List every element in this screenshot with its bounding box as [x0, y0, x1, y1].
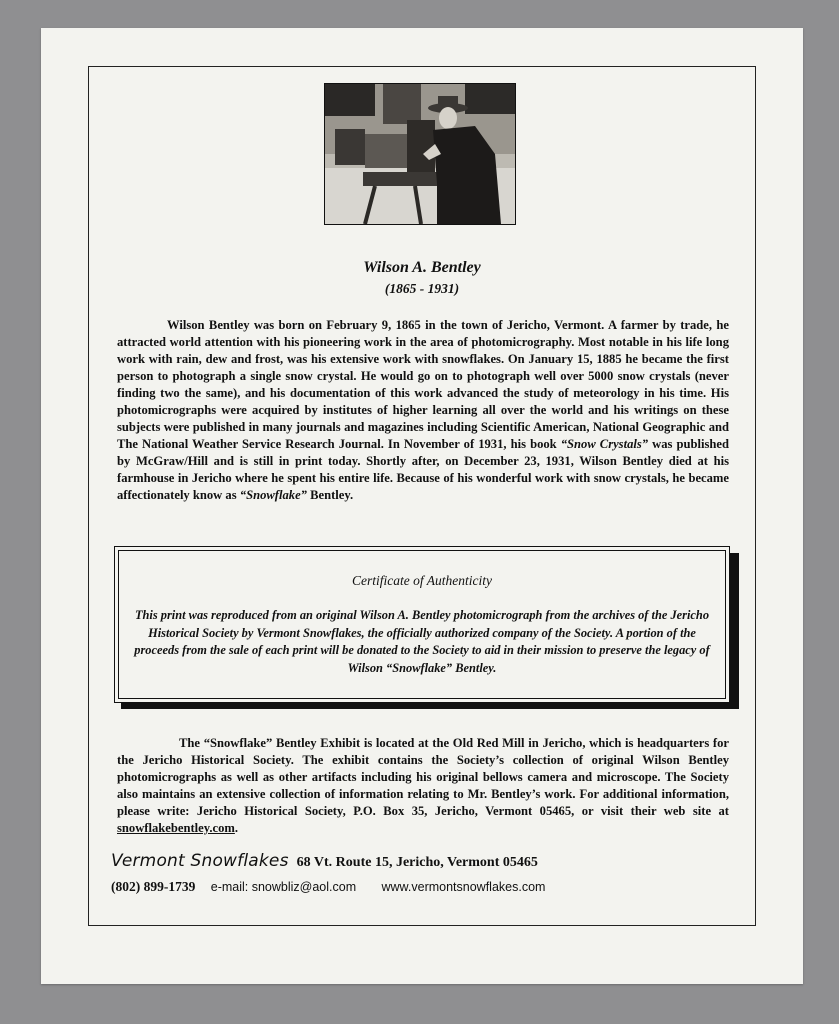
book-title: “Snow Crystals” — [560, 437, 649, 451]
nickname: “Snowflake” — [239, 488, 307, 502]
photograph-image — [325, 84, 515, 224]
footer-address-line — [111, 851, 538, 871]
certificate-box — [114, 546, 730, 703]
footer-address: 68 Vt. Route 15, Jericho, Vermont 05465 — [296, 855, 538, 870]
page-title: Wilson A. Bentley — [363, 259, 481, 276]
biography-text-end: Bentley. — [306, 488, 354, 502]
certificate-text: This print was reproduced from an original Wilson A. Bentley photomicrograph from the archives of the Jericho Historical Society by Vermont Snowflakes, the officially authorized company of the Society. A portion of the proceeds from the sale of each print will be donated to the Society to aid in their mission to preserve the legacy of Wilson “Snowflake” Bentley. — [134, 608, 710, 675]
footer-phone: (802) 899-1739 — [111, 879, 196, 894]
page-border — [88, 66, 756, 926]
footer-contact-line — [111, 879, 545, 895]
biography-paragraph — [117, 317, 729, 504]
biography-text-cont: was published by McGraw/Hill and is still in print today. Shortly after, on December 23, 1931, Wilson Bentley died at his farmhouse in Jericho where he spent his entire life. Because of his wonderful work with snow crystals, he became affectionately know as — [117, 437, 729, 502]
bentley-photograph — [324, 83, 516, 225]
biography-text: Wilson Bentley was born on February 9, 1865 in the town of Jericho, Vermont. A farmer by trade, he attracted world attention with his pioneering work in the area of photomicrography. Most notable in his life long work with rain, dew and frost, was his extensive work with snowflakes. On January 15, 1885 he became the first person to photograph a single snow crystal. He would go on to photograph well over 5000 snow crystals (never finding two the same), and his documentation of this work advanced the study of meteorology in his time. His photomicrographs were acquired by institutes of higher learning all over the world and his writings on these subjects were published in many journals and magazines including Scientific American, National Geographic and The National Weather Service Research Journal. In November of 1931, his book — [117, 318, 729, 451]
document-page — [41, 28, 803, 984]
certificate-title: Certificate of Authenticity — [352, 573, 492, 588]
exhibit-paragraph — [117, 735, 729, 837]
exhibit-text-end: . — [234, 821, 239, 835]
footer-website[interactable]: www.vermontsnowflakes.com — [381, 880, 546, 894]
exhibit-text: The “Snowflake” Bentley Exhibit is located at the Old Red Mill in Jericho, which is headquarters for the Jericho Historical Society. The exhibit contains the Society’s collection of original Wilson Bentley photomicrographs as well as other artifacts including his original bellows camera and microscope. The Society also maintains an extensive collection of information relating to Mr. Bentley’s work. For additional information, please write: Jericho Historical Society, P.O. Box 35, Jericho, Vermont 05465, or visit their web site at — [117, 736, 729, 818]
website-link[interactable]: snowflakebentley.com — [117, 821, 235, 835]
footer-email[interactable]: e-mail: snowbliz@aol.com — [210, 880, 357, 894]
brand-logo-text: Vermont Snowflakes — [111, 851, 289, 871]
page-subtitle-years: (1865 - 1931) — [384, 281, 460, 296]
